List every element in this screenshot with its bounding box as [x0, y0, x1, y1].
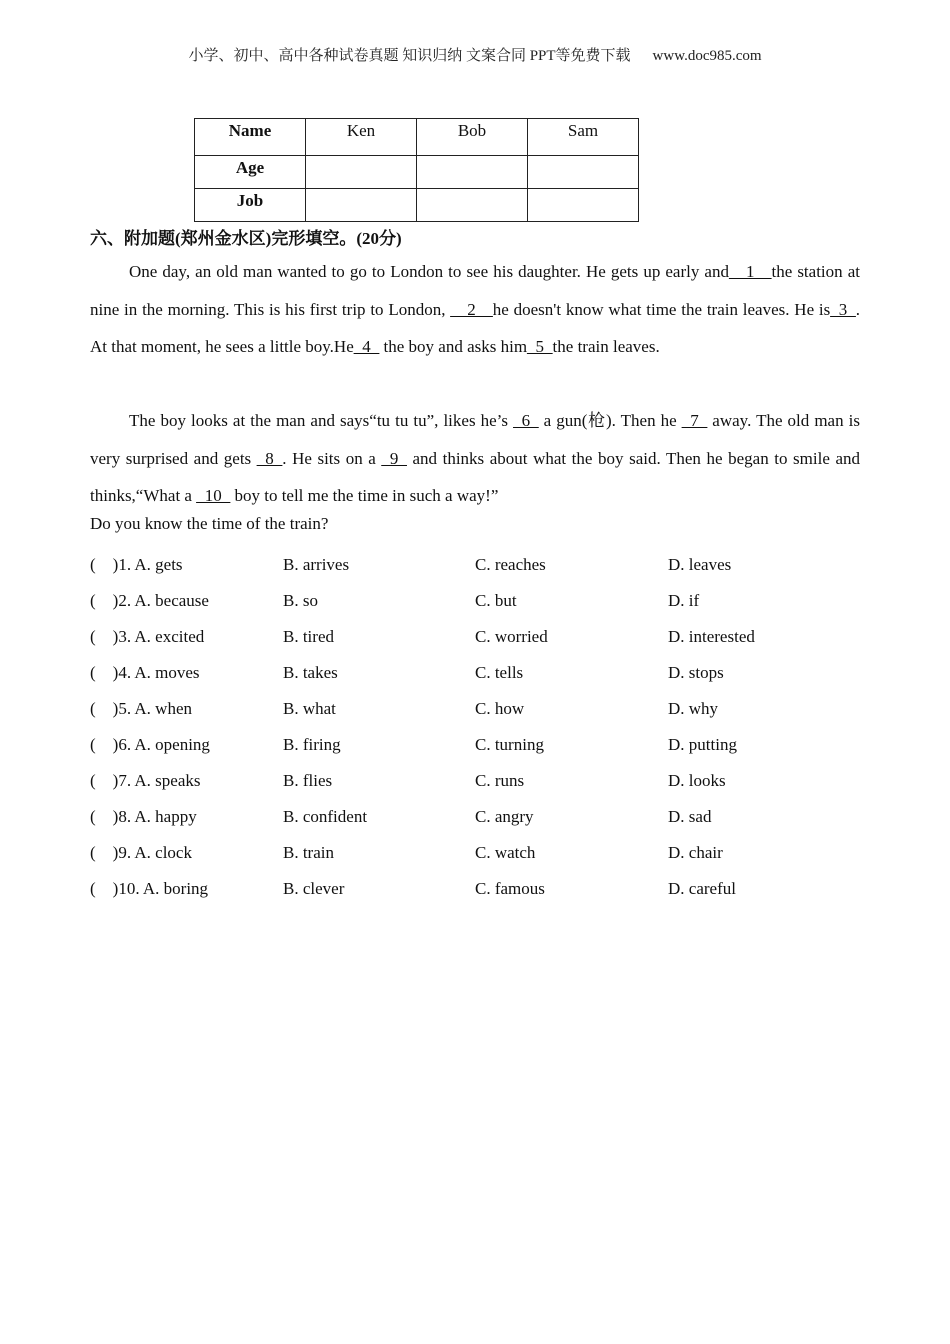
- blank-10: _10_: [196, 486, 231, 505]
- table-row: [195, 119, 639, 156]
- options-list: [90, 549, 870, 909]
- option-row-10: [90, 873, 870, 909]
- option-d: D. why: [668, 699, 719, 718]
- option-c: C. runs: [475, 771, 525, 790]
- option-b: B. flies: [283, 771, 333, 790]
- table-cell: [417, 156, 528, 189]
- table-header-bob: Bob: [417, 119, 528, 156]
- option-c: C. worried: [475, 627, 548, 646]
- option-b: B. train: [283, 843, 334, 862]
- option-row-1: [90, 549, 870, 585]
- passage-text: the station at nine in the morning. This is his first trip to London,: [90, 262, 860, 319]
- question-text: Do you know the time of the train?: [90, 514, 329, 533]
- option-c: C. tells: [475, 663, 524, 682]
- option-b: B. takes: [283, 663, 338, 682]
- table-row-label-age: Age: [195, 156, 306, 189]
- table-cell: [528, 156, 639, 189]
- blank-2: __2__: [450, 299, 493, 319]
- option-c: C. famous: [475, 879, 545, 898]
- passage-paragraph-1: [90, 253, 860, 366]
- option-b: B. firing: [283, 735, 341, 754]
- blank-7: _7_: [681, 411, 708, 430]
- table-cell: [417, 189, 528, 222]
- option-d: D. interested: [668, 627, 755, 646]
- option-a: ( )5. A. when: [90, 699, 192, 718]
- option-d: D. if: [668, 591, 700, 610]
- option-row-8: [90, 801, 870, 837]
- option-a: ( )6. A. opening: [90, 735, 210, 754]
- blank-1: __1__: [728, 262, 772, 281]
- option-c: C. watch: [475, 843, 536, 862]
- option-a: ( )8. A. happy: [90, 807, 197, 826]
- passage-paragraph-2: [90, 402, 860, 515]
- option-a: ( )2. A. because: [90, 591, 209, 610]
- header-site: www.doc985.com: [652, 48, 762, 64]
- page-header: [0, 44, 950, 65]
- option-c: C. but: [475, 591, 517, 610]
- table-row-label-job: Job: [195, 189, 306, 222]
- passage-text: the train leaves.: [552, 337, 660, 356]
- passage-text: the boy and asks him: [379, 337, 528, 356]
- option-a: ( )4. A. moves: [90, 663, 200, 682]
- option-a: ( )7. A. speaks: [90, 771, 201, 790]
- passage-text: boy to tell me the time in such a way!”: [230, 486, 499, 505]
- passage-text: away. The old man is very surprised and gets: [90, 411, 860, 468]
- option-b: B. what: [283, 699, 336, 718]
- section-title: 六、附加题(郑州金水区)完形填空。(20分): [90, 229, 402, 248]
- table-cell: [528, 189, 639, 222]
- table-cell: [306, 156, 417, 189]
- option-d: D. sad: [668, 807, 712, 826]
- option-d: D. stops: [668, 663, 724, 682]
- blank-8: _8_: [256, 448, 283, 468]
- option-row-9: [90, 837, 870, 873]
- option-a: ( )1. A. gets: [90, 555, 183, 574]
- passage-text: he doesn't know what time the train leaves. He is: [492, 299, 831, 319]
- option-c: C. turning: [475, 735, 544, 754]
- header-text: 小学、初中、高中各种试卷真题 知识归纳 文案合同 PPT等免费下载: [188, 48, 631, 64]
- passage-text: . At that moment, he sees a little boy.He: [90, 299, 860, 356]
- option-b: B. arrives: [283, 555, 350, 574]
- option-c: C. how: [475, 699, 525, 718]
- table-row: [195, 189, 639, 222]
- blank-5: _5_: [527, 337, 553, 356]
- option-row-5: [90, 693, 870, 729]
- table-header-name: Name: [195, 119, 306, 156]
- blank-9: _9_: [381, 448, 407, 468]
- option-row-3: [90, 621, 870, 657]
- option-c: C. angry: [475, 807, 534, 826]
- option-d: D. careful: [668, 879, 736, 898]
- table-cell: [306, 189, 417, 222]
- option-row-6: [90, 729, 870, 765]
- option-d: D. chair: [668, 843, 723, 862]
- option-b: B. so: [283, 591, 318, 610]
- table-row: [195, 156, 639, 189]
- info-table: [194, 118, 639, 222]
- blank-3: _3_: [830, 299, 856, 319]
- table-header-sam: Sam: [528, 119, 639, 156]
- option-a: ( )9. A. clock: [90, 843, 192, 862]
- option-row-2: [90, 585, 870, 621]
- option-row-4: [90, 657, 870, 693]
- option-b: B. clever: [283, 879, 345, 898]
- passage-text: and thinks about what the boy said. Then he began to smile and thinks,“What a: [90, 448, 861, 505]
- blank-6: _6_: [513, 411, 539, 430]
- passage-text: . He sits on a: [282, 448, 382, 468]
- blank-4: _4_: [353, 337, 380, 356]
- option-a: ( )3. A. excited: [90, 627, 205, 646]
- passage-text: One day, an old man wanted to go to London to see his daughter. He gets up early and: [129, 262, 729, 281]
- option-d: D. leaves: [668, 555, 732, 574]
- option-b: B. tired: [283, 627, 334, 646]
- option-b: B. confident: [283, 807, 368, 826]
- option-c: C. reaches: [475, 555, 546, 574]
- option-a: ( )10. A. boring: [90, 879, 209, 898]
- option-d: D. looks: [668, 771, 726, 790]
- passage-text: The boy looks at the man and says“tu tu tu”, likes he’s: [129, 411, 514, 430]
- option-d: D. putting: [668, 735, 737, 754]
- passage-text: a gun(枪). Then he: [538, 411, 682, 430]
- table-header-ken: Ken: [306, 119, 417, 156]
- option-row-7: [90, 765, 870, 801]
